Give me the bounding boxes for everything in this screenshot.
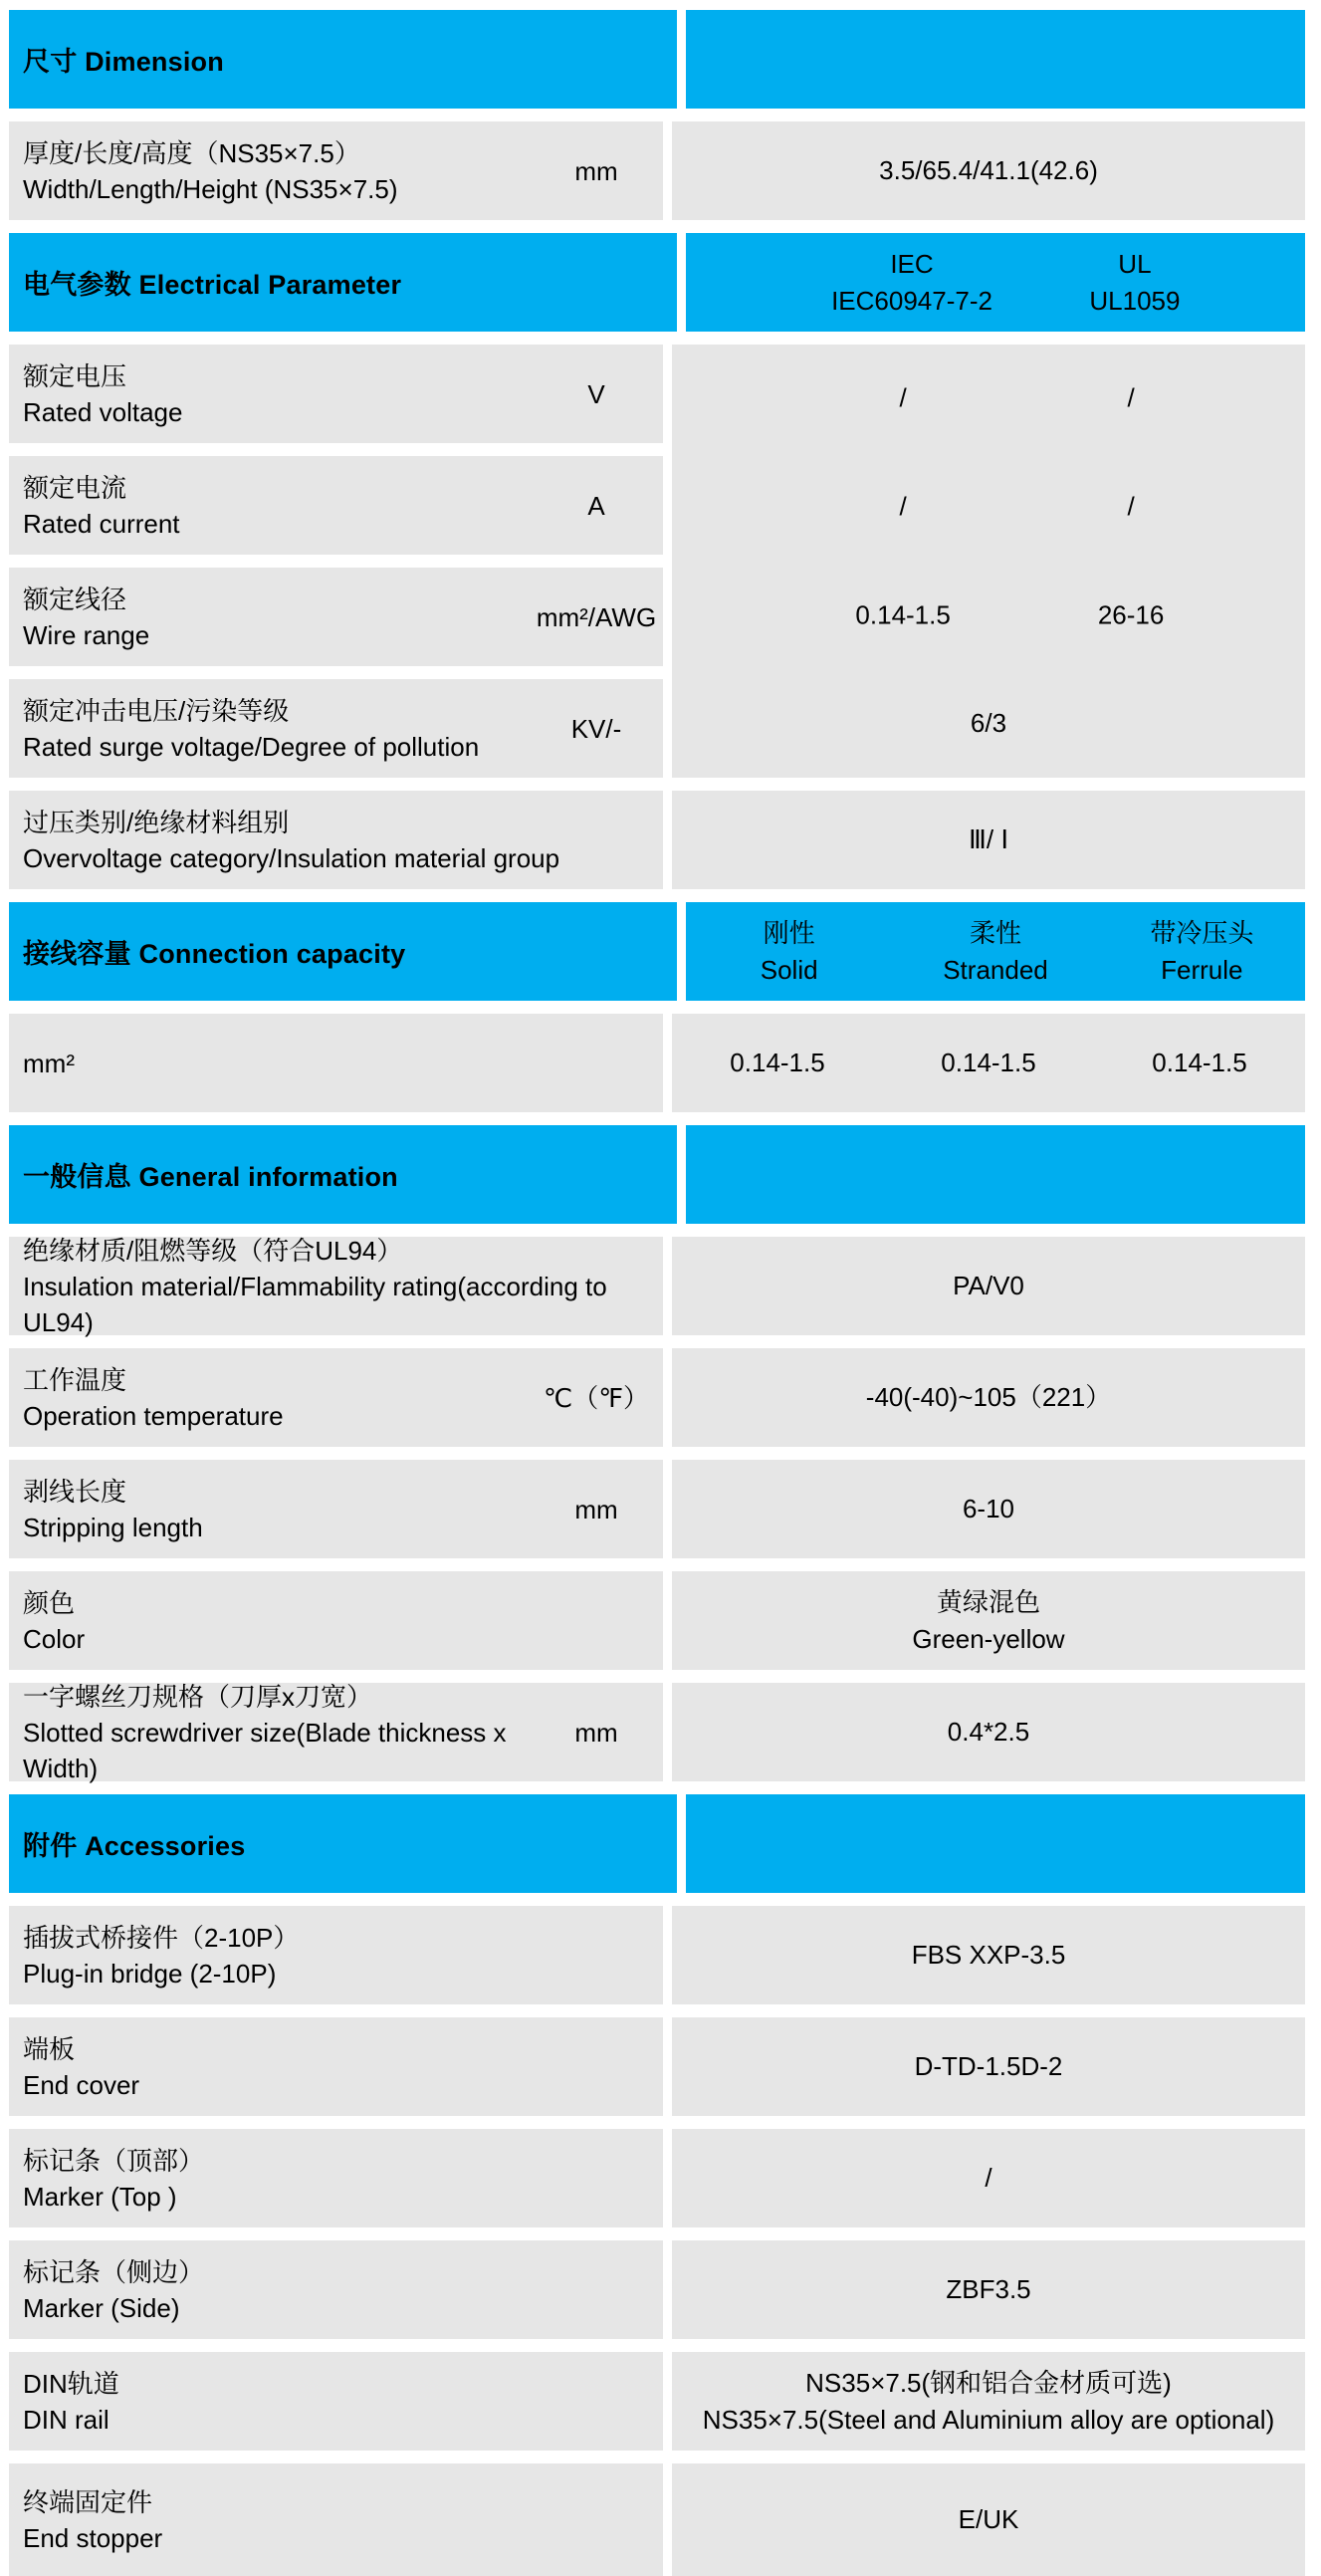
label-en: End cover — [23, 2069, 140, 2100]
value-iec: / — [899, 491, 907, 522]
value-iec: 0.14-1.5 — [855, 599, 951, 630]
section-header-general-right — [686, 1125, 1305, 1224]
value: -40(-40)~105（221） — [672, 1348, 1305, 1447]
connection-column-headers — [686, 902, 1305, 1001]
electrical-column-headers — [686, 233, 1305, 332]
section-title-dimension: 尺寸 Dimension — [9, 10, 677, 109]
unit: mm — [574, 1717, 618, 1748]
row-color — [9, 1571, 1305, 1670]
value-iec: / — [899, 382, 907, 413]
label-en: Insulation material/Flammability rating(according to UL94) — [23, 1271, 607, 1337]
value-ul: / — [1127, 491, 1135, 522]
section-header-general — [9, 1125, 1305, 1224]
row-dimension-whl — [9, 121, 1305, 220]
label-cn: 标记条（顶部） — [23, 2145, 205, 2176]
value: 3.5/65.4/41.1(42.6) — [672, 121, 1305, 220]
label-cn: 工作温度 — [23, 1364, 127, 1395]
value: 黄绿混色 Green-yellow — [672, 1571, 1305, 1670]
label-en: Overvoltage category/Insulation material group — [23, 842, 560, 873]
row-overvoltage — [9, 791, 1305, 889]
label-cn: 一字螺丝刀规格（刀厚x刀宽） — [23, 1681, 373, 1712]
label-en: Marker (Top ) — [23, 2181, 177, 2212]
column-header-solid: 刚性 Solid — [760, 917, 818, 985]
unit: V — [587, 378, 605, 409]
label-en: Wire range — [23, 619, 150, 650]
values-rated-voltage — [672, 345, 1305, 453]
row-operation-temperature — [9, 1348, 1305, 1447]
row-din-rail — [9, 2352, 1305, 2451]
label-cn: 剥线长度 — [23, 1476, 127, 1507]
label-cn: DIN轨道 — [23, 2368, 119, 2399]
row-rated-voltage — [9, 345, 663, 443]
row-marker-top — [9, 2129, 1305, 2227]
value: 0.4*2.5 — [672, 1683, 1305, 1781]
column-header-stranded: 柔性 Stranded — [943, 917, 1048, 985]
label-en: Rated voltage — [23, 396, 183, 427]
row-wire-range — [9, 568, 663, 666]
row-screwdriver — [9, 1683, 1305, 1781]
unit: A — [587, 490, 605, 521]
label-cn: 厚度/长度/高度（NS35×7.5） — [23, 137, 360, 168]
label-en: Color — [23, 1623, 86, 1654]
value: E/UK — [672, 2463, 1305, 2576]
value: 6-10 — [672, 1460, 1305, 1558]
label-cn: 额定线径 — [23, 584, 127, 614]
row-surge-voltage — [9, 679, 663, 778]
row-insulation — [9, 1237, 1305, 1335]
row-plug-in-bridge — [9, 1906, 1305, 2004]
value: NS35×7.5(钢和铝合金材质可选) NS35×7.5(Steel and Aluminium alloy are optional) — [672, 2352, 1305, 2451]
value-stranded: 0.14-1.5 — [941, 1048, 1036, 1077]
unit: mm — [574, 155, 618, 186]
label-en: Rated surge voltage/Degree of pollution — [23, 731, 480, 762]
value: PA/V0 — [672, 1237, 1305, 1335]
value-solid: 0.14-1.5 — [730, 1048, 825, 1077]
section-header-dimension-right — [686, 10, 1305, 109]
value: Ⅲ/ Ⅰ — [672, 791, 1305, 889]
row-label — [9, 121, 536, 220]
value: D-TD-1.5D-2 — [672, 2017, 1305, 2116]
section-header-electrical — [9, 233, 1305, 332]
values-wire-range — [672, 562, 1305, 670]
row-marker-side — [9, 2240, 1305, 2339]
label-cn: 额定电流 — [23, 472, 127, 503]
label-cn: 端板 — [23, 2033, 76, 2064]
label-cn: 终端固定件 — [23, 2486, 153, 2517]
label-en: Slotted screwdriver size(Blade thickness x Width) — [23, 1717, 507, 1783]
label-en: Width/Length/Height (NS35×7.5) — [23, 173, 398, 204]
electrical-values-section — [9, 345, 1305, 778]
label-cn: 额定冲击电压/污染等级 — [23, 695, 290, 726]
label-en: Plug-in bridge (2-10P) — [23, 1958, 277, 1989]
row-end-stopper — [9, 2463, 1305, 2576]
values-rated-current — [672, 453, 1305, 562]
value-ferrule: 0.14-1.5 — [1152, 1048, 1247, 1077]
section-header-accessories-right — [686, 1794, 1305, 1893]
unit: mm — [574, 1494, 618, 1524]
value: / — [672, 2129, 1305, 2227]
label-cn: 绝缘材质/阻燃等级（符合UL94） — [23, 1235, 403, 1266]
label-en: Rated current — [23, 508, 180, 539]
column-header-ul: UL UL1059 — [1089, 248, 1181, 316]
label-cn: 标记条（侧边） — [23, 2256, 205, 2287]
section-title-accessories: 附件 Accessories — [9, 1794, 677, 1893]
section-header-accessories — [9, 1794, 1305, 1893]
section-title-general: 一般信息 General information — [9, 1125, 677, 1224]
value-ul: 26-16 — [1097, 599, 1165, 630]
label-cn: 插拔式桥接件（2-10P） — [23, 1922, 300, 1953]
section-header-dimension — [9, 10, 1305, 109]
section-title-electrical: 电气参数 Electrical Parameter — [9, 233, 677, 332]
value-surge: 6/3 — [970, 708, 1007, 739]
label-en: Stripping length — [23, 1512, 203, 1542]
label-en: End stopper — [23, 2522, 163, 2553]
electrical-values-block — [672, 345, 1305, 778]
row-end-cover — [9, 2017, 1305, 2116]
value: FBS XXP-3.5 — [672, 1906, 1305, 2004]
unit: ℃（℉） — [544, 1382, 649, 1413]
label-en: Operation temperature — [23, 1400, 284, 1431]
row-capacity-mm2 — [9, 1014, 1305, 1112]
section-header-connection — [9, 902, 1305, 1001]
unit: KV/- — [570, 713, 622, 744]
value-ul: / — [1127, 382, 1135, 413]
column-header-iec: IEC IEC60947-7-2 — [831, 248, 992, 316]
label-cn: 额定电压 — [23, 360, 127, 391]
label-cn: mm² — [23, 1048, 75, 1078]
section-title-connection: 接线容量 Connection capacity — [9, 902, 677, 1001]
unit: mm²/AWG — [536, 601, 657, 632]
label-en: Marker (Side) — [23, 2292, 180, 2323]
row-rated-current — [9, 456, 663, 555]
label-en: DIN rail — [23, 2404, 110, 2435]
value: ZBF3.5 — [672, 2240, 1305, 2339]
row-stripping-length — [9, 1460, 1305, 1558]
label-cn: 颜色 — [23, 1587, 76, 1618]
column-header-ferrule: 带冷压头 Ferrule — [1150, 917, 1254, 985]
label-cn: 过压类别/绝缘材料组别 — [23, 807, 290, 837]
